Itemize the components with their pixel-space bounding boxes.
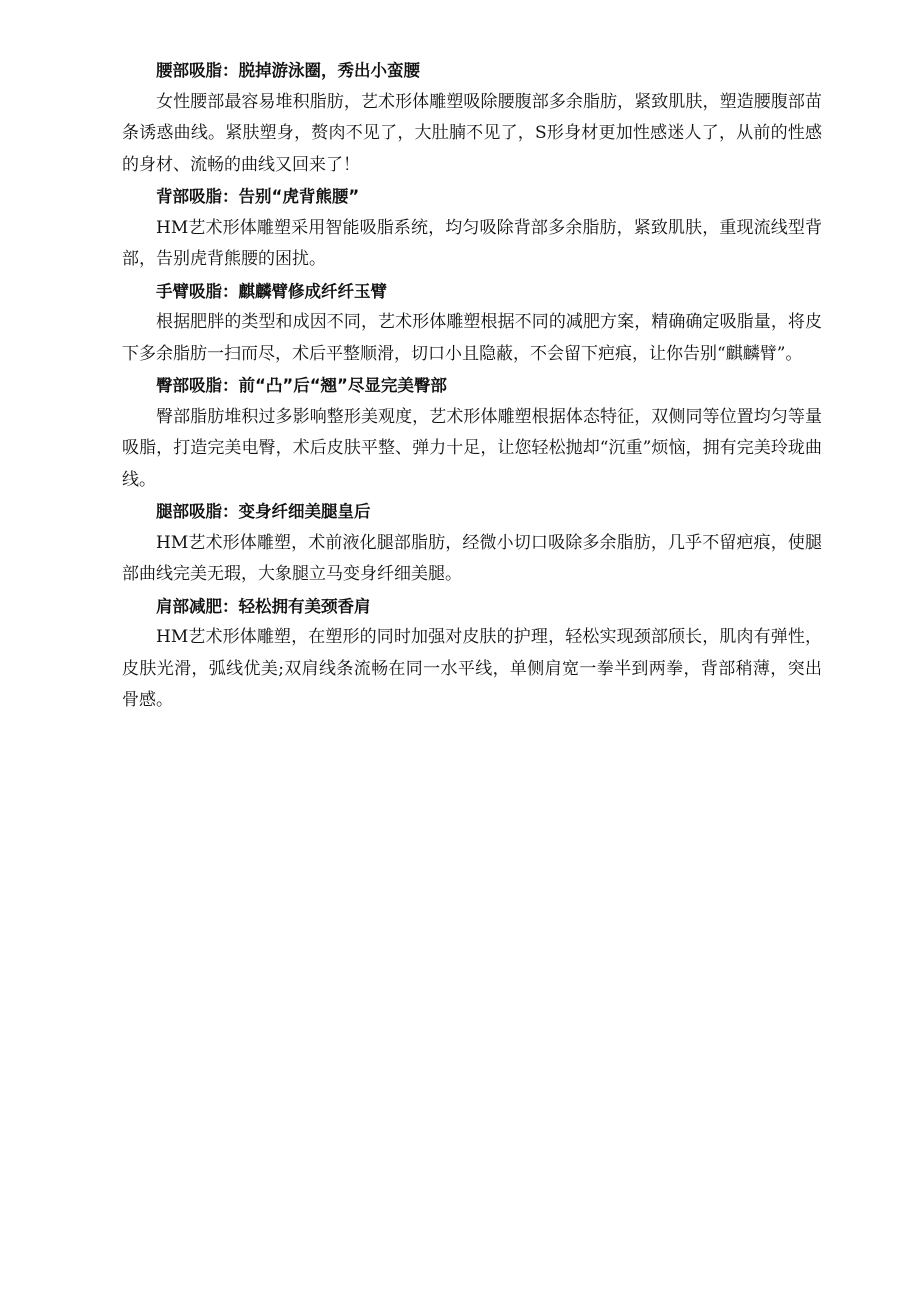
section-shoulder [122,591,822,717]
document-body [122,55,822,717]
section-waist [122,55,822,181]
section-hip [122,370,822,496]
section-heading: 手臂吸脂：麒麟臂修成纤纤玉臂 [156,281,387,301]
section-paragraph: HM艺术形体雕塑，在塑形的同时加强对皮肤的护理，轻松实现颈部颀长，肌肉有弹性，皮肤光滑，弧线优美;双肩线条流畅在同一水平线，单侧肩宽一拳半到两拳，背部稍薄，突出骨感。 [122,627,822,710]
section-heading: 肩部减肥：轻松拥有美颈香肩 [156,596,371,616]
section-paragraph: HM艺术形体雕塑，术前液化腿部脂肪，经微小切口吸除多余脂肪，几乎不留疤痕，使腿部曲线完美无瑕，大象腿立马变身纤细美腿。 [122,532,822,584]
section-heading: 背部吸脂：告别“虎背熊腰” [156,187,360,206]
section-paragraph: HM艺术形体雕塑采用智能吸脂系统，均匀吸除背部多余脂肪，紧致肌肤，重现流线型背部，告别虎背熊腰的困扰。 [122,217,822,269]
section-heading: 腰部吸脂：脱掉游泳圈，秀出小蛮腰 [156,61,420,80]
section-paragraph: 根据肥胖的类型和成因不同，艺术形体雕塑根据不同的减肥方案，精确确定吸脂量，将皮下多余脂肪一扫而尽，术后平整顺滑，切口小且隐蔽，不会留下疤痕，让你告别“麒麟臂”。 [122,312,822,364]
section-paragraph: 臀部脂肪堆积过多影响整形美观度，艺术形体雕塑根据体态特征，双侧同等位置均匀等量吸脂，打造完美电臀，术后皮肤平整、弹力十足，让您轻松抛却“沉重”烦恼，拥有完美玲珑曲线。 [122,406,822,490]
section-back [122,181,822,276]
section-arm [122,276,822,371]
section-leg [122,496,822,591]
section-heading: 腿部吸脂：变身纤细美腿皇后 [156,502,371,521]
section-heading: 臀部吸脂：前“凸”后“翘”尽显完美臀部 [156,376,447,395]
section-paragraph: 女性腰部最容易堆积脂肪，艺术形体雕塑吸除腰腹部多余脂肪，紧致肌肤，塑造腰腹部苗条诱惑曲线。紧肤塑身，赘肉不见了，大肚腩不见了，S形身材更加性感迷人了，从前的性感的身材、流畅的曲线又回来了！ [122,91,822,175]
